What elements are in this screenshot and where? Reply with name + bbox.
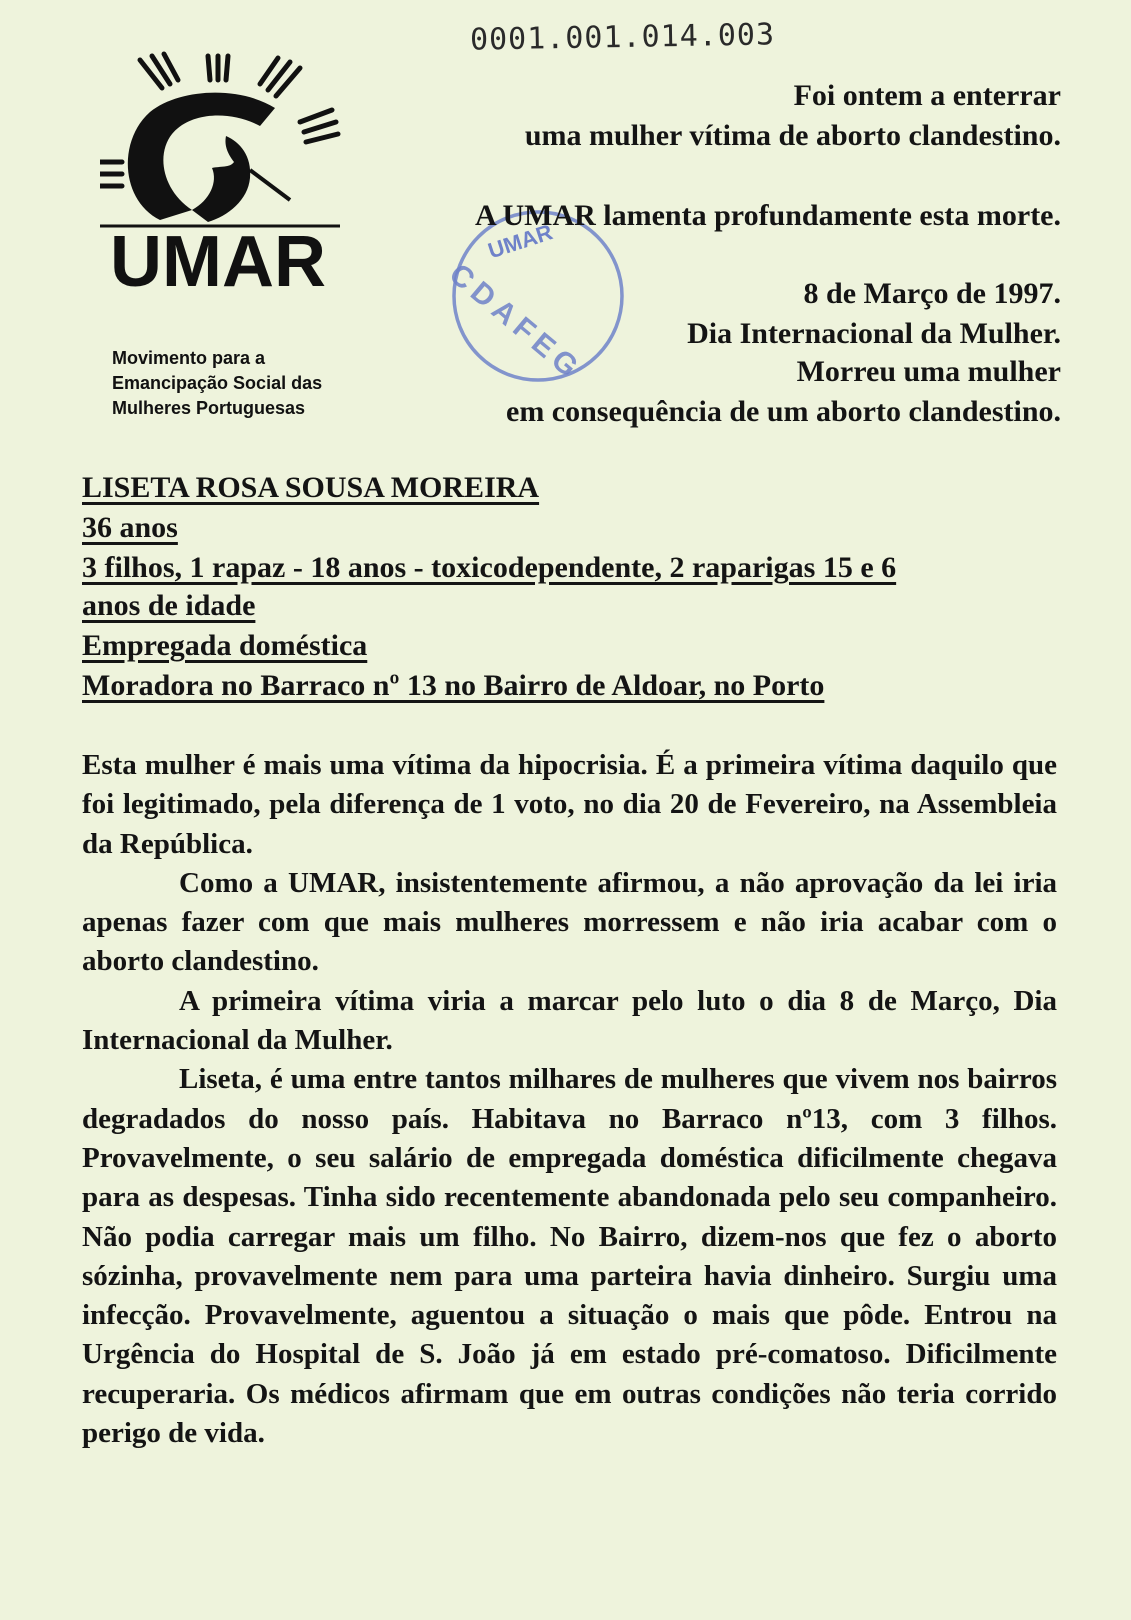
victim-job: Empregada doméstica — [82, 629, 368, 662]
header-line: em consequência de um aborto clandestino. — [506, 395, 1061, 428]
victim-age: 36 anos — [82, 511, 178, 544]
paragraph: Como a UMAR, insistentemente afirmou, a não aprovação da lei iria apenas fazer com que mais mulheres morressem e não iria acabar com o aborto clandestino. — [82, 866, 1057, 978]
header-line: Foi ontem a enterrar — [793, 79, 1061, 112]
paragraph: A primeira vítima viria a marcar pelo luto o dia 8 de Março, Dia Internacional da Mulher. — [82, 984, 1057, 1057]
logo-subtitle-line: Emancipação Social das — [112, 373, 323, 393]
header-line: Dia Internacional da Mulher. — [687, 317, 1061, 350]
archive-number: 0001.001.014.003 — [469, 17, 776, 58]
header-date: 8 de Março de 1997. — [803, 277, 1061, 310]
logo-subtitle — [112, 346, 372, 421]
victim-children: 3 filhos, 1 rapaz - 18 anos - toxicodependente, 2 raparigas 15 e 6 — [82, 551, 897, 584]
umar-logo-mark — [100, 50, 360, 230]
victim-name: LISETA ROSA SOUSA MOREIRA — [82, 471, 540, 504]
header-line: uma mulher vítima de aborto clandestino. — [524, 119, 1061, 152]
logo-subtitle-line: Movimento para a — [112, 348, 266, 368]
victim-address: Moradora no Barraco nº 13 no Bairro de Aldoar, no Porto — [82, 669, 825, 702]
umar-logo — [100, 50, 360, 418]
stamp-letters: CDAFEG — [442, 257, 589, 388]
paragraph: Esta mulher é mais uma vítima da hipocrisia. É a primeira vítima daquilo que foi legitimado, pela diferença de 1 voto, no dia 20 de Fevereiro, na Assembleia da República. — [82, 749, 1057, 860]
paragraph: Liseta, é uma entre tantos milhares de mulheres que vivem nos bairros degradados do nosso país. Habitava no Barraco nº13, com 3 filhos. Provavelmente, o seu salário de empregada doméstica dificilmente chegava para as despesas. Tinha sido recentemente abandonada pelo seu companheiro. Não podia carregar mais um filho. No Bairro, dizem-nos que fez o aborto sózinha, provavelmente nem para uma parteira havia dinheiro. Surgiu uma infecção. Provavelmente, aguentou a situação o mais que pôde. Entrou na Urgência do Hospital de S. João já em estado pré-comatoso. Dificilmente recuperaria. Os médicos afirmam que em outras condições não teria corrido perigo de vida. — [82, 1063, 1057, 1450]
logo-wordmark: UMAR — [110, 222, 326, 302]
stamp-text: UMAR — [484, 219, 556, 264]
article-body — [82, 746, 1057, 1453]
victim-children-cont: anos de idade — [82, 589, 256, 622]
header-line: A UMAR lamenta profundamente esta morte. — [474, 199, 1061, 232]
logo-subtitle-line: Mulheres Portuguesas — [112, 398, 306, 418]
header-line: Morreu uma mulher — [796, 355, 1061, 388]
